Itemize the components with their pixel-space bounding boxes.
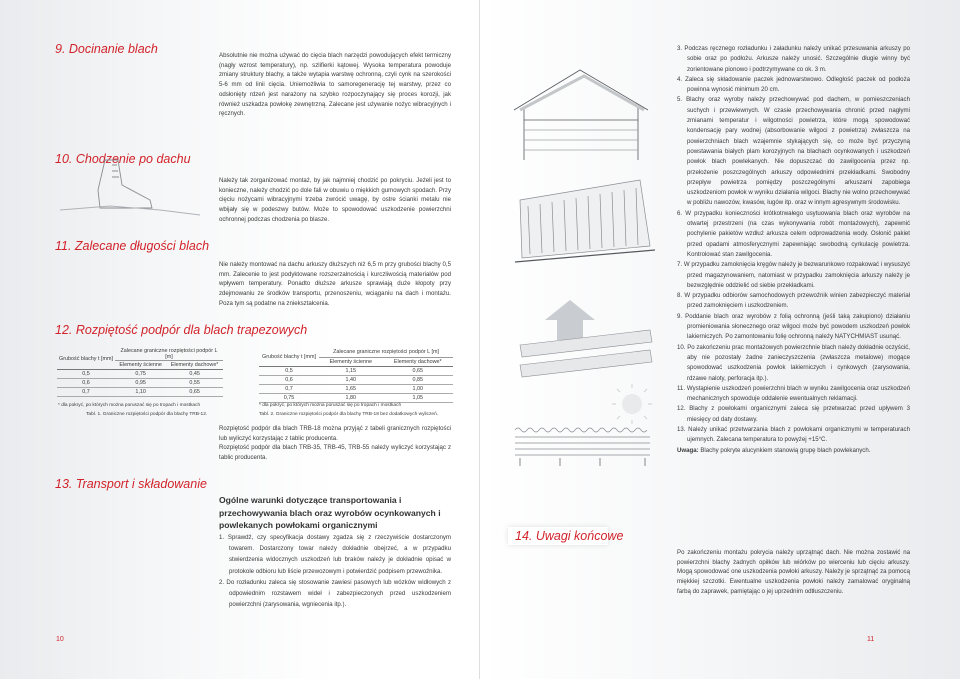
list-item: 3. Podczas ręcznego rozładunku i załadunku należy unikać przesuwania arkuszy po sobie oraz po podłożu. Arkusze należy unosić. Szczególnie długie winny być zorientowane pionowo i podtrzymywane co ok. 3 m. [677,45,910,73]
col-thickness: Grubość blachy t [mm] [57,348,115,370]
col-group: Zalecane graniczne rozpiętości podpór L [m] [115,348,223,361]
table-row: 0,5 1,15 0,65 [259,366,453,375]
sun-icon [612,384,652,424]
cutting-text: Absolutnie nie można używać do cięcia blach narzędzi powodujących efekt termiczny (nagły wzrost temperatury), np. szlifierki kątowej. Wysoka temperatura powoduje zmiany struktury blachy, a także wytapia warstwę ochronną, czyli cynk na szerokości 5-6 mm od linii cięcia. Uniemożliwia to samoregenerację tej warstwy, przez co odsłonięty rdzeń jest narażony na szybko rozpoczynający się proces korozji, jak również uszkadza powłokę zewnętrzną. Zalecane jest używanie nożyc wibracyjnych i ręcznych. [219,52,451,118]
page-number: 11 [867,636,875,643]
length-text: Nie należy montować na dachu arkuszy dłuższych niż 6,5 m przy grubości blachy 0,5 mm. Zalecenie to jest podyktowane rozszerzalnością i kurczliwością materiałów pod wpływem temperatury. Ponadto dłuższe arkusze sprawiają duże kłopoty przy zdejmowaniu ze środków transportu, przenoszeniu, wciąganiu na dach i montażu. Poza tym są podatne na zniekształcenia. [219,261,451,307]
section-title-walking: 10. Chodzenie po dachu [55,152,191,166]
list-item: 5. Blachy oraz wyroby należy przechowywać pod dachem, w pomieszczeniach suchych i przewiewnych. W czasie przechowywania chronić przed nagłymi zmianami temperatur i wilgotności powietrza, które mogą spowodować kondensację pary wodnej (absorbowanie wilgoci z powietrza) zwłaszcza na powierzchniach blach wzajemnie stykających się, co może być przyczyną powstawania białych plam korozyjnych na blachach ocynkowanych i uszkodzeń powłok blach powlekanych. Nie dopuszczać do zawilgocenia przez np. przełożenie poszczególnych arkuszy odpowiednimi przekładkami. Swobodny przepływ powietrza pomiędzy poszczególnymi arkuszami zapobiega uszkodzeniom powłok w wyniku działania wilgoci. Blachy nie wolno przechowywać w pobliżu nawozów, kwasów, ługów itp. oraz w innym agresywnym środowisku. [677,96,910,207]
col-thickness: Grubość blachy t [mm] [259,348,319,366]
house-icon [514,70,648,160]
list-item: 7. W przypadku zamoknięcia kręgów należy je bezwarunkowo rozpakować i wysuszyć przed magazynowaniem, natomiast w przypadku zamoknięcia arkuszy należy je bezwzględnie oddzielić od siebie przekładkami. [677,261,910,289]
list-item: 2. Do rozładunku zaleca się stosowanie zawiesi pasowych lub wózków widłowych z odpowiednim rozstawem wideł i zabezpieczonych przed uszkodzeniem powierzchni (zarysowania, wgniecenia itp.). [219,578,451,609]
col-wall: Elementy ścienne [115,361,166,370]
table1-caption: Tabl. 1. Graniczne rozpiętości podpór dla blachy TRB-12. [86,412,208,417]
list-item: 1. Sprawdź, czy specyfikacja dostawy zgadza się z rzeczywiście dostarczonym towarem. Dostarczony towar należy dokładnie obejrzeć, a w przypadku stwierdzenia widocznych uszkodzeń lub braków należy je dokładnie opisać w protokole odbioru lub liście przewozowym i potwierdzić podpisem przewoźnika. [219,534,451,575]
table-row: 0,7 1,10 0,65 [57,388,223,397]
table2-caption: Tabl. 2. Graniczne rozpiętości podpór dla blachy TRB-18 bez dodatkowych wyliczeń. [259,412,439,417]
col-group: Zalecane graniczne rozpiętości podpór L [m] [319,348,453,357]
col-wall: Elementy ścienne [319,357,383,366]
list-item: 11. Wystąpienie uszkodzeń powierzchni blach w wyniku zawilgocenia oraz uszkodzeń mechanicznych spowoduje oddalenie ewentualnych reklamacji. [677,384,910,403]
table-row: 0,7 1,65 1,00 [259,384,453,393]
col-roof: Elementy dachowe* [166,361,223,370]
uwaga-note: Uwaga: Blachy pokryte alucynkiem stanowią grupę blach powlekanych. [677,446,871,454]
section-title-cutting: 9. Docinanie blach [55,42,158,56]
sheet-stack-icon [515,428,650,466]
sheet-pallet-icon [515,180,655,262]
section-title-transport: 13. Transport i składowanie [55,477,207,491]
table2-footnote: * dla pokryć, po których można poruszać się po tropach i mostkach [259,403,402,408]
col-roof: Elementy dachowe* [383,357,454,366]
lift-arrow-icon [520,300,652,377]
table-row: 0,6 1,40 0,85 [259,375,453,384]
list-item: 4. Zaleca się składowanie paczek jednowarstwowo. Odległość paczek od podłoża powinna wynosić minimum 20 cm. [677,75,910,94]
table-row: 0,6 0,95 0,55 [57,379,223,388]
shoe-icon [60,160,200,215]
list-item: 9. Poddanie blach oraz wyrobów z folią ochronną (jeśli taką zakupiono) działaniu promieniowania słonecznego oraz wilgoci może być powodem uszkodzeń powłok lakierniczych. Po zamontowaniu folię ochronną należy NATYCHMIAST usunąć. [677,312,910,341]
list-item: 8. W przypadku odbiorów samochodowych przewoźnik winien zabezpieczyć materiał przed zamoknięciem i uszkodzeniem. [677,292,910,310]
walking-text: Należy tak zorganizować montaż, by jak najmniej chodzić po pokryciu. Jeżeli jest to konieczne, należy chodzić po dole fali w obuwiu o miękkich gumowych spodach. Przy cięciu nożycami wibracyjnymi trzeba zwrócić uwagę, by ostre ścianki metalu nie wbijały się w podeszwy butów. Może to spowodować uszkodzenie powierzchni ochronnej podczas chodzenia po blasze. [219,177,451,223]
list-item: 13. Należy unikać przetwarzania blach z powłokami organicznymi w temperaturach ujemnych. Zalecana temperatura to powyżej +15°C. [677,425,910,444]
transport-heading: Ogólne warunki dotyczące transportowania i przechowywania blach oraz wyrobów ocynkowanych i powlekanych powłokami organicznymi [219,495,441,530]
table-row: 0,5 0,75 0,45 [57,370,223,379]
list-item: 6. W przypadku konieczności krótkotrwałego usytuowania blach oraz wyrobów na otwartej przestrzeni (na czas wykonywania robót montażowych), zapewnić pochylenie pakietów wzdłuż arkusza celem odprowadzenia wody. Osłonić pakiet przed opadami atmosferycznymi zapewniając swobodną cyrkulację powietrza. Kontrolować stan zawilgocenia. [677,209,910,258]
table1-footnote: * dla pokryć, po których można poruszać się po tropach i mostkach [58,403,201,408]
list-item: 12. Blachy z powłokami organicznymi zaleca się przetwarzać przed upływem 3 miesięcy od daty dostawy. [677,405,910,423]
span-note: Rozpiętość podpór dla blach TRB-18 można przyjąć z tabeli granicznych rozpiętości lub wyliczyć korzystając z tablic producenta. Rozpiętość podpór dla blach TRB-35, TRB-45, TRB-55 należy wyliczyć korzystając z tablic producenta. [219,425,451,462]
table-row: 0,75 1,80 1,05 [259,393,453,402]
page-number: 10 [56,636,64,643]
list-item: 10. Po zakończeniu prac montażowych powierzchnie blach należy dokładnie oczyścić, aby nie pozostały żadne zanieczyszczenia (zwłaszcza metalowe) mogące spowodować uszkodzenia powłok lakierniczych i cynkowych (zarysowania, rdzawe naloty, perforacja itp.). [677,343,910,382]
section-title-final: 14. Uwagi końcowe [515,529,624,543]
section-title-spans: 12. Rozpiętość podpór dla blach trapezowych [55,323,308,337]
final-remarks-text: Po zakończeniu montażu pokrycia należy uprzątnąć dach. Nie można zostawić na powierzchni blachy żadnych opiłków lub wiórków po wierceniu lub cięciu arkuszy. Mogą spowodować one uszkodzenia powłoki arkuszy. Należy je sprzątnąć za pomocą miękkiej szczotki. Ewentualne uszkodzenia powłoki należy zamalować oryginalną farbą do zaprawek, pamiętając o jej uprzednim odtłuszczeniu. [677,549,910,595]
section-title-lengths: 11. Zalecane długości blach [55,239,210,253]
